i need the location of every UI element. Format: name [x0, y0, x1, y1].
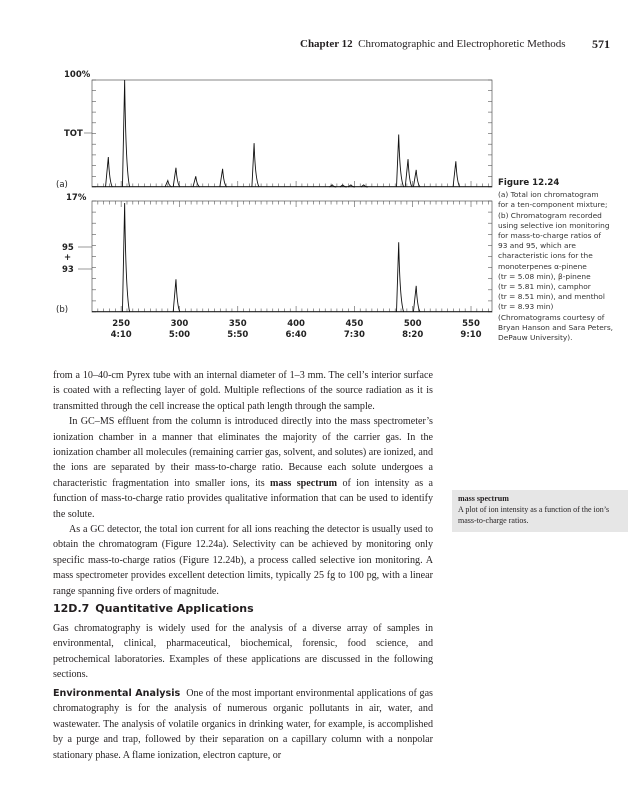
caption-line: (tr = 5.08 min), β-pinene [498, 271, 591, 281]
x-axis-scan-label: 300 [170, 319, 189, 329]
caption-line: (a) Total ion chromatogram [498, 190, 599, 200]
chromatogram-peak [220, 169, 227, 187]
x-axis-scan-label: 250 [112, 319, 131, 329]
caption-line: (b) Chromatogram recorded [498, 210, 602, 220]
section-number: 12D.7 [53, 602, 90, 615]
chromatogram-peak [252, 143, 259, 187]
paragraph: from a 10–40-cm Pyrex tube with an internal diameter of 1–3 mm. The cell’s interior surface is coated with a reflecting layer of gold. Multiple reflections of the source radiation as it is transmitted through the cell increase the optical path length through the sample. [53, 370, 433, 412]
caption-line: Bryan Hanson and Sara Peters, [498, 322, 614, 332]
x-axis-scan-label: 450 [345, 319, 364, 329]
series-label-mz95: 95 [62, 243, 74, 253]
subsection-body [53, 686, 433, 763]
x-axis-time-label: 8:20 [402, 330, 424, 340]
y-axis-top-label: 100% [64, 70, 91, 80]
chromatogram-peak [397, 242, 404, 312]
section-body [53, 621, 433, 683]
paragraph-text: of ion intensity as a function of mass-to-charge ratio provides qualitative information that can be used to identify the solute. [53, 477, 434, 520]
x-axis-scan-label: 350 [228, 319, 247, 329]
panel-label-a: (a) [56, 180, 68, 190]
chromatogram-peak [397, 135, 404, 187]
caption-line: 93 and 95, which are [498, 241, 576, 251]
chapter-title: Chromatographic and Electrophoretic Methods [358, 38, 566, 50]
chromatogram-peak [122, 203, 129, 312]
caption-line: (Chromatograms courtesy of [498, 312, 605, 322]
subsection-heading: Environmental Analysis [53, 688, 181, 699]
chromatogram-peak [405, 159, 412, 187]
x-axis-scan-label: 550 [462, 319, 480, 329]
x-axis-time-label: 9:10 [460, 330, 482, 340]
figure-caption [498, 178, 636, 343]
chromatogram-peak [106, 157, 113, 187]
paragraph: Gas chromatography is widely used for the analysis of a diverse array of samples in environmental, clinical, pharmaceutical, biochemical, forensic, food science, and petrochemical laboratories. Examples of these applications are discussed in the following sections. [53, 623, 433, 681]
chromatogram-peak [173, 279, 180, 312]
x-axis-scan-label: 400 [287, 319, 305, 329]
caption-line: characteristic ions for the [498, 251, 593, 261]
caption-line: using selective ion monitoring [498, 220, 610, 230]
page-number: 571 [592, 37, 610, 51]
margin-glossary-note [452, 490, 628, 532]
caption-line: for a ten-component mixture; [498, 200, 608, 210]
series-label-plus: + [64, 253, 72, 263]
chromatogram-peak [173, 168, 180, 187]
chromatogram-peak [453, 161, 460, 187]
chromatogram-peak [193, 176, 200, 187]
x-axis-scan-label: 500 [403, 319, 422, 329]
paragraph: As a GC detector, the total ion current for all ions reaching the detector is usually used to obtain the chromatogram (Figure 12.24a). Selectivity can be achieved by monitoring only specific mass-to-charge ratios (Figure 12.24b), a process called selective ion monitoring. A mass spectrometer provides excellent detection limits, typically 25 fg to 100 pg, with a linear range spanning five orders of magnitude. [53, 524, 433, 597]
key-term: mass spectrum [270, 477, 338, 489]
caption-line: (tr = 8.51 min), and menthol [498, 292, 605, 302]
caption-line: DePauw University). [498, 333, 573, 343]
series-label: TOT [64, 129, 83, 139]
chapter-number: Chapter 12 [300, 38, 353, 50]
chromatogram-peak [122, 80, 129, 187]
plot-frame [92, 80, 492, 187]
x-axis-time-label: 5:00 [168, 330, 191, 340]
section-title: Quantitative Applications [95, 602, 254, 615]
paragraph-text: In GC–MS effluent from the column is introduced directly into the mass spectrometer’s ionization chamber in a manner that eliminates the majority of the carrier gas. In the ionization chamber all molecules (remaining carrier gas, solvent, and solutes) are ionized, and the ions are separated by their mass-to-charge ratio. Because each solute undergoes a characteristic fragmentation into smaller ions, its [53, 416, 433, 489]
paragraph-text: One of the most important environmental applications of gas chromatography is for the analysis of numerous organic pollutants in air, water, and wastewater. The analysis of volatile organics in drinking water, for example, is accomplished by a purge and trap, followed by their separation on a capillary column with a nonpolar stationary phase. A flame ionization, electron capture, or [53, 688, 433, 761]
caption-line: monoterpenes α-pinene [498, 261, 587, 271]
glossary-term: mass spectrum [458, 494, 509, 503]
body-text-block [53, 368, 433, 599]
panel-label-b: (b) [56, 305, 69, 315]
plot-frame [92, 201, 492, 312]
section-heading [53, 602, 254, 615]
caption-line: (tr = 8.93 min) [498, 302, 554, 312]
chromatogram-peak [413, 170, 420, 187]
x-axis-time-label: 6:40 [285, 330, 307, 340]
x-axis-time-label: 5:50 [227, 330, 249, 340]
x-axis-time-label: 7:30 [343, 330, 365, 340]
chromatogram-peak [165, 181, 172, 187]
y-axis-bottom-label: 17% [66, 193, 87, 203]
chromatogram-peak [413, 286, 420, 312]
caption-line: (tr = 5.81 min), camphor [498, 282, 591, 292]
figure-label: Figure 12.24 [498, 178, 560, 188]
series-label-mz93: 93 [62, 265, 74, 275]
paragraph [53, 414, 433, 522]
glossary-definition: A plot of ion intensity as a function of the ion’s mass-to-charge ratios. [458, 505, 610, 525]
paragraph [53, 686, 433, 763]
x-axis-time-label: 4:10 [110, 330, 132, 340]
caption-line: for mass-to-charge ratios of [498, 231, 601, 241]
